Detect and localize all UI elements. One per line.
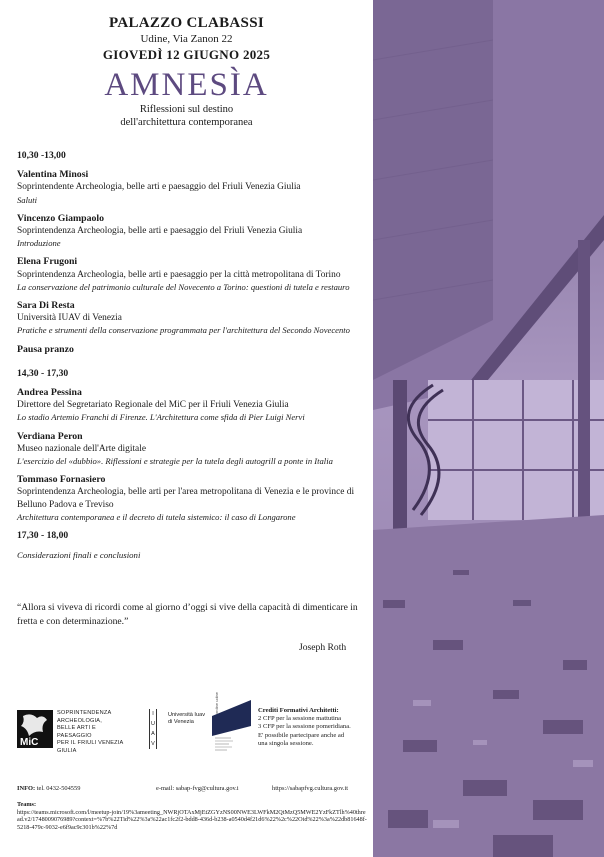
venue-name: PALAZZO CLABASSI	[109, 15, 264, 31]
quote-text: “Allora si viveva di ricordi come al giorno d’oggi si vive della capacità di dimenticare in fretta e con determinazione.”	[17, 602, 358, 627]
venue-address: Udine, Via Zanon 22	[140, 33, 233, 45]
event-header	[0, 14, 373, 129]
iuav-letter: V	[151, 741, 155, 747]
speaker-name: Andrea Pessina	[17, 387, 82, 399]
talk-title: Introduzione	[17, 238, 61, 249]
session-time-closing: 17,30 - 18,00	[17, 530, 69, 542]
event-subtitle-line-1: Riflessioni sul destino	[139, 104, 234, 115]
cfp-credits	[258, 707, 373, 748]
speaker-name: Valentina Minosi	[17, 169, 89, 181]
speaker-entry	[17, 387, 367, 424]
iuav-logo	[149, 709, 209, 754]
mic-logo	[17, 710, 135, 754]
lunch-break: Pausa pranzo	[17, 343, 74, 355]
talk-title: La conservazione del patrimonio culturale del Novecento a Torino: questioni di tutela e restauro	[17, 281, 350, 292]
mic-mark-text: MiC	[20, 737, 39, 748]
speaker-entry	[17, 474, 367, 523]
iuav-letter: A	[151, 731, 155, 737]
mic-line: PER IL FRIULI VENEZIA GIULIA	[57, 740, 124, 754]
mic-line: ARCHEOLOGIA,	[57, 717, 102, 724]
session-time-afternoon: 14,30 - 17,30	[17, 367, 69, 379]
quote-author: Joseph Roth	[299, 642, 347, 653]
teams-label: Teams:	[17, 801, 37, 808]
mic-line: BELLE ARTI E	[57, 725, 96, 732]
speaker-role: Università IUAV di Venezia	[17, 313, 122, 324]
speaker-name: Sara Di Resta	[17, 300, 75, 312]
mic-logo-mark	[17, 710, 53, 748]
speaker-entry	[17, 169, 367, 206]
credits-title: Crediti Formativi Architetti:	[258, 707, 339, 714]
event-title: AMNESÌA	[104, 67, 269, 103]
speaker-role: Soprintendente Archeologia, belle arti e paesaggio del Friuli Venezia Giulia	[17, 182, 301, 193]
iuav-letter: U	[151, 721, 155, 727]
speaker-name: Elena Frugoni	[17, 256, 78, 268]
program	[17, 150, 367, 561]
speaker-role: Soprintendenza Archeologia, belle arti per l'area metropolitana di Venezia e le province di Belluno Padova e Treviso	[17, 487, 355, 510]
mic-line: SOPRINTENDENZA	[57, 710, 112, 716]
talk-title: Architettura contemporanea e il decreto di tutela sistemico: il caso di Longarone	[17, 511, 296, 522]
ordine-caption: ordine udine	[214, 691, 219, 714]
speaker-entry	[17, 256, 367, 293]
credits-line: una singola sessione.	[258, 739, 314, 747]
speaker-role: Soprintendenza Archeologia, belle arti e paesaggio per la città metropolitana di Torino	[17, 269, 341, 280]
credits-line: 3 CFP per la sessione pomeridiana.	[258, 723, 351, 731]
speaker-entry	[17, 300, 367, 337]
info-label: INFO:	[17, 785, 36, 792]
speaker-role: Soprintendenza Archeologia, belle arti e paesaggio del Friuli Venezia Giulia	[17, 226, 303, 237]
speaker-name: Verdiana Peron	[17, 430, 83, 442]
speaker-entry	[17, 213, 367, 250]
iuav-letter: I	[152, 711, 154, 717]
iuav-name-line: Università Iuav	[168, 712, 205, 718]
credits-line: E' possibile partecipare anche ad	[258, 731, 345, 739]
info-email[interactable]: e-mail: sabap-fvg@cultura.gov.i	[156, 785, 239, 792]
speaker-entry	[17, 431, 367, 468]
mic-logo-text	[57, 710, 135, 756]
info-website-link[interactable]: https://sabapfvg.cultura.gov.it	[272, 785, 349, 792]
talk-title: Lo stadio Artemio Franchi di Firenze. L'Architettura come sfida di Pier Luigi Nervi	[17, 412, 305, 423]
session-time-morning: 10,30 -13,00	[17, 150, 66, 161]
ordine-architetti-logo	[209, 691, 254, 758]
closing-remarks: Considerazioni finali e conclusioni	[17, 550, 141, 561]
event-date: GIOVEDÌ 12 GIUGNO 2025	[102, 47, 271, 62]
info-phone: tel. 0432-504559	[36, 785, 81, 792]
event-subtitle-line-2: dell'architettura contemporanea	[120, 117, 253, 128]
talk-title: L'esercizio del «dubbio». Riflessioni e strategie per la tutela degli autogrill a ponte in Italia	[17, 456, 333, 467]
talk-title: Saluti	[17, 194, 38, 205]
iuav-name	[168, 712, 205, 726]
iuav-letters	[149, 709, 157, 749]
speaker-role: Museo nazionale dell'Arte digitale	[17, 443, 146, 454]
cover-photo	[373, 0, 604, 857]
speaker-name: Tommaso Fornasiero	[17, 474, 106, 486]
speaker-name: Vincenzo Giampaolo	[17, 212, 104, 224]
iuav-name-line: di Venezia	[168, 719, 194, 725]
speaker-role: Direttore del Segretariato Regionale del MiC per il Friuli Venezia Giulia	[17, 400, 289, 411]
teams-link[interactable]: https://teams.microsoft.com/l/meetup-join/19%3ameeting_NWRjOTAxMjEtZGYzNS00NWE3LWFkM2QtMzQ5MWE2YzFkZTlh%40thread.v2/1748009076989?context=%7b%22Tid%22%3a%22ac1fc2f2-bdd8-436d-b238-a0540d4f21d6%22%2c%22Oid%22%3a%22db81648f-5218-479c-9032-e6f9ac9c301b%22%7d	[17, 808, 367, 831]
teams-block	[17, 801, 367, 831]
mic-line: PAESAGGIO	[57, 732, 92, 739]
talk-title: Pratiche e strumenti della conservazione programmata per l'architettura del Secondo Novecento	[17, 325, 350, 336]
credits-line: 2 CFP per la sessione mattutina	[258, 715, 342, 723]
